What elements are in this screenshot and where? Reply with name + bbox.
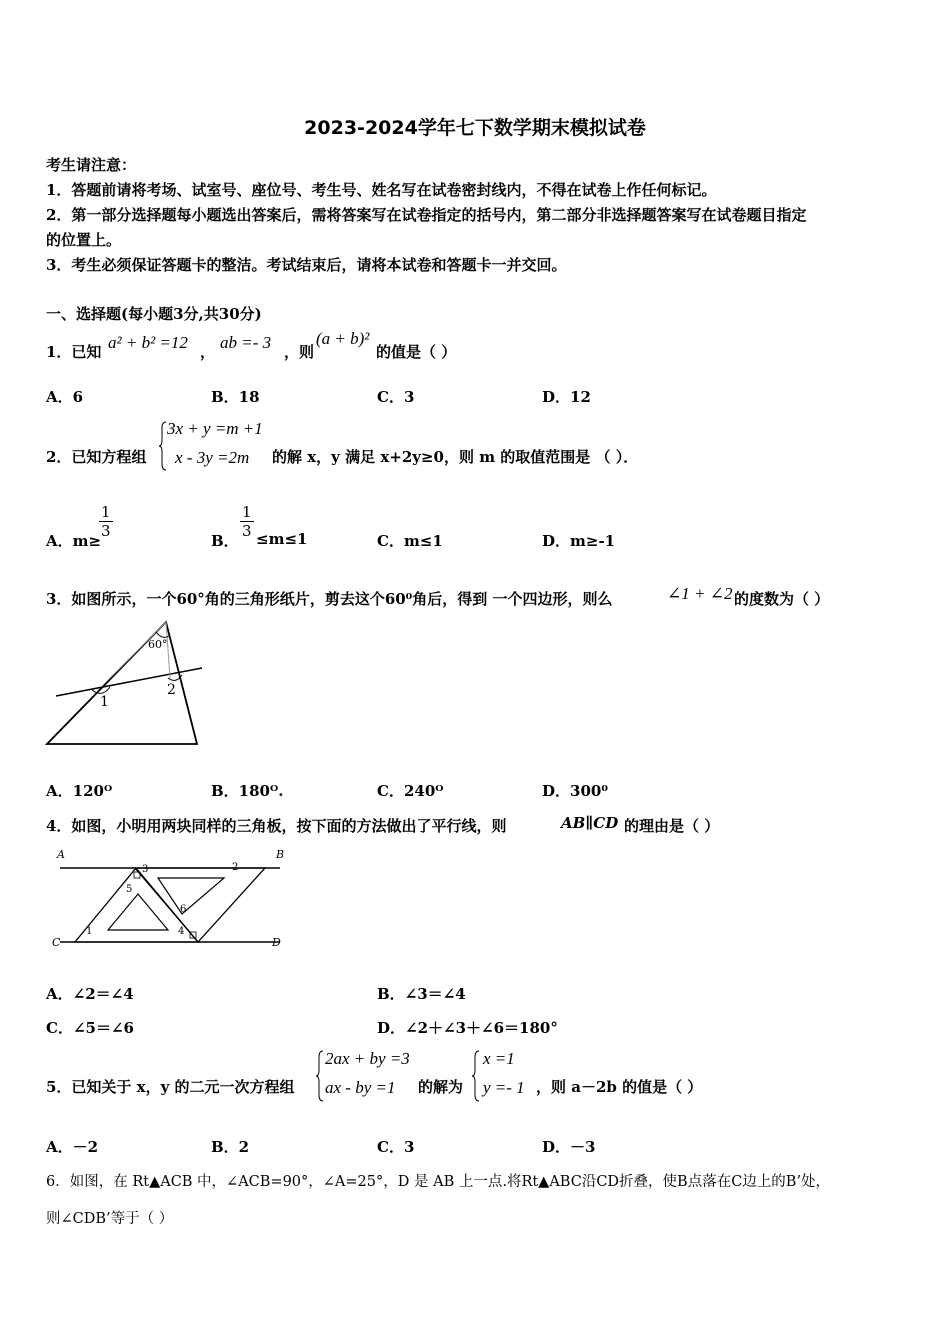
q4-option-d: D．∠2＋∠3＋∠6＝180°: [377, 1019, 558, 1037]
notice-heading: 考生请注意：: [46, 156, 137, 174]
q3-fig-angle-label: 60°: [148, 638, 168, 651]
q4-option-b: B．∠3＝∠4: [377, 985, 466, 1003]
q4-fig-label-4: 4: [178, 926, 185, 937]
q1-option-c: C．3: [377, 388, 415, 406]
q5-option-a: A．－2: [46, 1138, 99, 1156]
q3-option-c: C．240ᴼ: [377, 782, 444, 800]
q5-mid: 的解为: [418, 1078, 464, 1096]
q1-mid: ，则: [284, 343, 315, 361]
q5-option-d: D．－3: [542, 1138, 596, 1156]
fraction-denominator: 3: [101, 522, 111, 540]
q1-suffix: 的值是（ ）: [376, 343, 457, 361]
q6-line1: 6．如图，在 Rt▲ACB 中，∠ACB=90°，∠A=25°，D 是 AB 上一点.将Rt▲ABC沿CD折叠，使B点落在C边上的B’处，: [46, 1174, 831, 1190]
q2-suffix: 的解 x，y 满足 x+2y≥0，则 m 的取值范围是 （ ）．: [272, 448, 639, 466]
q2-option-b-tail: ≤m≤1: [256, 530, 308, 548]
q3-triangle-figure: [44, 618, 209, 750]
q2-option-d: D．m≥-1: [542, 532, 616, 550]
q4-fig-label-6: 6: [180, 904, 187, 915]
q2-prefix: 2．已知方程组: [46, 448, 147, 466]
q5-option-c: C．3: [377, 1138, 415, 1156]
q3-suffix: 的度数为（ ）: [734, 590, 830, 608]
q2-eq1: 3x + y =m +1: [167, 419, 263, 438]
q1-sep: ，: [200, 343, 216, 361]
left-brace-icon: [471, 1049, 481, 1103]
q3-fig-label-2: 2: [167, 682, 176, 698]
fraction-one-third: [99, 503, 113, 540]
q1-prefix: 1．已知: [46, 343, 102, 361]
q4-option-c: C．∠5＝∠6: [46, 1019, 134, 1037]
q4-text: 4．如图，小明用两块同样的三角板，按下面的方法做出了平行线，则: [46, 817, 507, 835]
notice-item: 1．答题前请将考场、试室号、座位号、考生号、姓名写在试卷密封线内，不得在试卷上作任何标记。: [46, 181, 717, 199]
q4-fig-label-3: 3: [142, 864, 149, 875]
q1-expr1: a² + b² =12: [108, 333, 188, 352]
q5-eq2: ax - by =1: [325, 1078, 396, 1097]
q3-fig-label-1: 1: [100, 694, 109, 710]
q1-option-d: D．12: [542, 388, 591, 406]
q1-option-b: B．18: [211, 388, 260, 406]
q4-fig-label-a: A: [57, 848, 65, 861]
q4-fig-label-2: 2: [232, 862, 239, 873]
q4-fig-label-1: 1: [86, 926, 93, 937]
q3-angles: ∠1 + ∠2: [667, 584, 733, 603]
q1-option-a: A．6: [46, 388, 84, 406]
notice-item: 3．考生必须保证答题卡的整洁。考试结束后，请将本试卷和答题卡一并交回。: [46, 256, 567, 274]
fraction-one-third: [240, 503, 254, 540]
q2-eq2: x - 3y =2m: [175, 448, 250, 467]
q4-relation: AB∥CD: [561, 814, 619, 832]
q1-expr2: ab =- 3: [220, 333, 272, 352]
q2-option-c: C．m≤1: [377, 532, 443, 550]
notice-item: 的位置上。: [46, 231, 122, 249]
q4-fig-label-b: B: [276, 848, 285, 861]
q5-sol1: x =1: [483, 1049, 515, 1068]
q2-option-a: A．m≥: [46, 532, 102, 550]
q5-sol2: y =- 1: [483, 1078, 525, 1097]
q3-option-b: B．180ᴼ.: [211, 782, 284, 800]
q5-suffix: ，则 a－2b 的值是（ ）: [536, 1078, 703, 1096]
q5-option-b: B．2: [211, 1138, 250, 1156]
q6-line2: 则∠CDB’等于（ ）: [46, 1211, 174, 1227]
left-brace-icon: [315, 1049, 325, 1103]
q2-option-b: B．: [211, 532, 239, 550]
q3-text: 3．如图所示，一个60°角的三角形纸片，剪去这个60⁰角后，得到 一个四边形，则么: [46, 590, 613, 608]
fraction-numerator: 1: [101, 503, 111, 521]
q3-option-a: A．120ᴼ: [46, 782, 113, 800]
fraction-numerator: 1: [242, 503, 252, 521]
q5-eq1: 2ax + by =3: [325, 1049, 410, 1068]
notice-item: 2．第一部分选择题每小题选出答案后，需将答案写在试卷指定的括号内，第二部分非选择题答案写在试卷题目指定: [46, 206, 807, 224]
q5-prefix: 5．已知关于 x，y 的二元一次方程组: [46, 1078, 295, 1096]
q4-fig-label-c: C: [52, 936, 61, 949]
q4-fig-label-5: 5: [126, 884, 133, 895]
q3-option-d: D．300⁰: [542, 782, 608, 800]
section-heading: 一、选择题(每小题3分,共30分): [46, 305, 262, 323]
q4-fig-label-d: D: [272, 936, 281, 949]
q4-option-a: A．∠2＝∠4: [46, 985, 134, 1003]
page-title: 2023-2024学年七下数学期末模拟试卷: [304, 117, 646, 139]
q1-expr3: (a + b)²: [316, 329, 370, 348]
fraction-denominator: 3: [242, 522, 252, 540]
q4-suffix: 的理由是（ ）: [624, 817, 720, 835]
